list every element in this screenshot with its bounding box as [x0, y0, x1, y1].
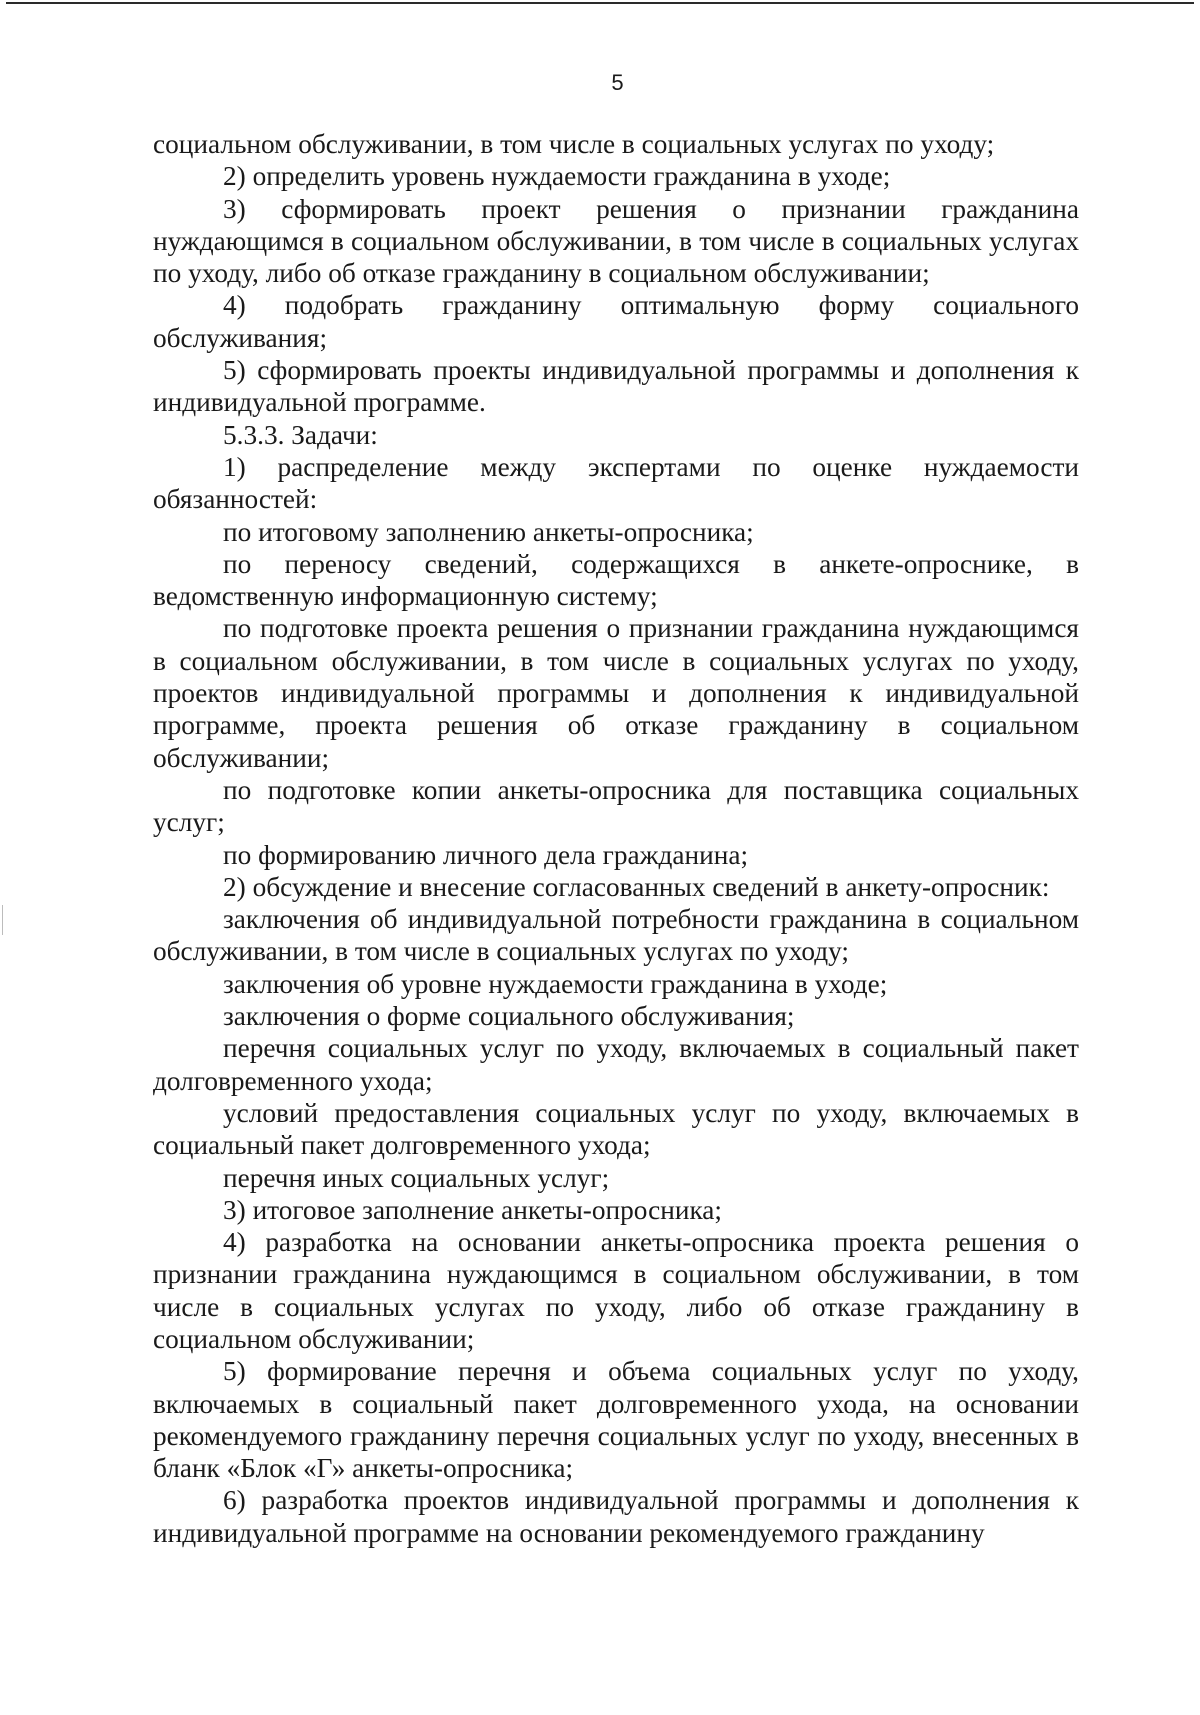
paragraph: по итоговому заполнению анкеты-опросника;	[223, 516, 754, 547]
scan-margin-mark	[2, 905, 3, 935]
paragraph: 5.3.3. Задачи:	[223, 419, 378, 450]
paragraph: 3) итоговое заполнение анкеты-опросника;	[223, 1194, 723, 1225]
paragraph: заключения об индивидуальной потребности гражданина в социальном обслуживании, в том числе в социальных услугах по уходу;	[153, 904, 1079, 967]
paragraph: 6) разработка проектов индивидуальной программы и дополнения к индивидуальной программе на основании рекомендуемого гражданину	[153, 1485, 1079, 1548]
paragraph: заключения об уровне нуждаемости гражданина в уходе;	[223, 968, 888, 999]
paragraph: 3) сформировать проект решения о признании гражданина нуждающимся в социальном обслуживании, в том числе в социальных услугах по уходу, либо об отказе гражданину в социальном обслуживании;	[153, 193, 1079, 289]
paragraph: 5) сформировать проекты индивидуальной программы и дополнения к индивидуальной программе.	[153, 355, 1079, 418]
paragraph: по формированию личного дела гражданина;	[223, 839, 749, 870]
paragraph: по переносу сведений, содержащихся в анкете-опроснике, в ведомственную информационную систему;	[153, 548, 1079, 612]
paragraph: по подготовке проекта решения о признании гражданина нуждающимся в социальном обслуживании, в том числе в социальных услугах по уходу, проектов индивидуальной программы и дополнения к индивидуальной программе, проекта решения об отказе гражданину в социальном обслуживании;	[153, 613, 1079, 773]
paragraph: 4) разработка на основании анкеты-опросника проекта решения о признании гражданина нуждающимся в социальном обслуживании, в том числе в социальных услугах по уходу, либо об отказе гражданину в социальном обслуживании;	[153, 1227, 1079, 1354]
paragraph: 2) определить уровень нуждаемости гражданина в уходе;	[223, 161, 891, 192]
paragraph: по подготовке копии анкеты-опросника для поставщика социальных услуг;	[153, 774, 1079, 838]
paragraph: 1) распределение между экспертами по оценке нуждаемости обязанностей:	[153, 451, 1079, 515]
paragraph: заключения о форме социального обслуживания;	[223, 1001, 795, 1032]
paragraph: 2) обсуждение и внесение согласованных сведений в анкету-опросник:	[223, 871, 1050, 902]
page-number: 5	[611, 70, 624, 95]
paragraph: 4) подобрать гражданину оптимальную форму социального обслуживания;	[153, 290, 1079, 353]
top-border-line	[6, 2, 1194, 4]
paragraph: перечня иных социальных услуг;	[223, 1162, 610, 1193]
paragraph: 5) формирование перечня и объема социальных услуг по уходу, включаемых в социальный пакет долговременного ухода, на основании рекомендуемого гражданину перечня социальных услуг по уходу, внесенных в бланк «Блок «Г» анкеты-опросника;	[153, 1356, 1079, 1484]
paragraph: условий предоставления социальных услуг по уходу, включаемых в социальный пакет долговременного ухода;	[153, 1097, 1079, 1161]
document-body	[153, 128, 1079, 1549]
paragraph: социальном обслуживании, в том числе в социальных услугах по уходу;	[153, 129, 995, 159]
paragraph: перечня социальных услуг по уходу, включаемых в социальный пакет долговременного ухода;	[153, 1033, 1079, 1096]
